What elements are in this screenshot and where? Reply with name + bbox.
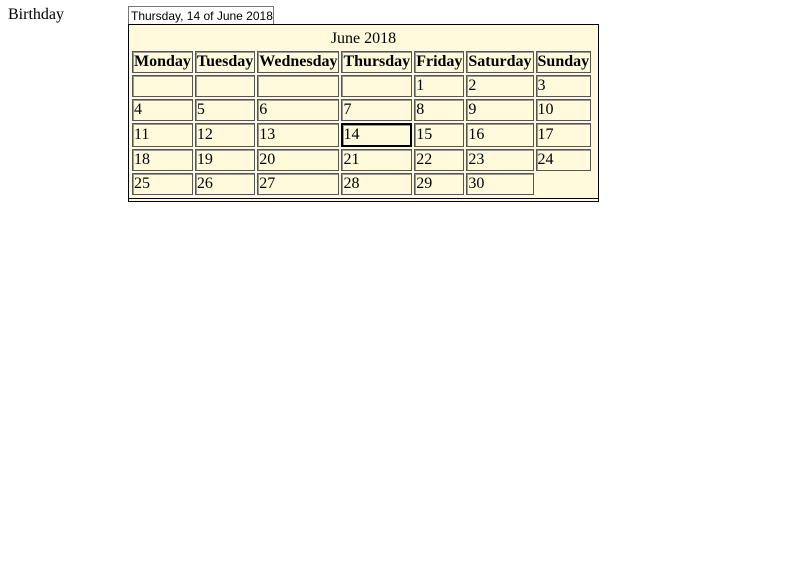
calendar-day-cell[interactable]: 22: [414, 149, 464, 171]
calendar-day-cell[interactable]: 6: [257, 99, 339, 121]
calendar-day-cell[interactable]: 27: [257, 173, 339, 195]
calendar-day-cell[interactable]: 1: [414, 75, 464, 97]
calendar-grid: [130, 49, 593, 197]
calendar-day-cell[interactable]: 26: [195, 173, 255, 195]
calendar-day-cell[interactable]: 19: [195, 149, 255, 171]
calendar-day-cell[interactable]: 18: [132, 149, 193, 171]
weekday-header: Sunday: [536, 51, 592, 73]
calendar-month-title: June 2018: [330, 30, 397, 47]
calendar-day-cell[interactable]: 9: [466, 99, 533, 121]
calendar-day-cell[interactable]: 8: [414, 99, 464, 121]
weekday-header: Wednesday: [257, 51, 339, 73]
calendar-week-row: [132, 123, 591, 147]
calendar-day-cell[interactable]: 21: [341, 149, 412, 171]
calendar-day-cell[interactable]: 4: [132, 99, 193, 121]
calendar-day-cell[interactable]: 25: [132, 173, 193, 195]
calendar-day-cell[interactable]: 12: [195, 123, 255, 147]
calendar-week-row: [132, 99, 591, 121]
calendar-day-cell[interactable]: 28: [341, 173, 412, 195]
calendar-week-row: [132, 149, 591, 171]
weekday-header: Tuesday: [195, 51, 255, 73]
weekday-header: Saturday: [466, 51, 533, 73]
calendar-day-cell[interactable]: 23: [466, 149, 533, 171]
calendar-day-cell[interactable]: 7: [341, 99, 412, 121]
calendar-day-cell[interactable]: 5: [195, 99, 255, 121]
calendar-day-cell[interactable]: 16: [466, 123, 533, 147]
calendar-week-row: [132, 75, 591, 97]
calendar-day-cell[interactable]: 15: [414, 123, 464, 147]
calendar-day-cell[interactable]: 13: [257, 123, 339, 147]
birthday-label: Birthday: [8, 6, 64, 23]
calendar-day-cell[interactable]: 20: [257, 149, 339, 171]
birthday-date-input[interactable]: Thursday, 14 of June 2018: [128, 6, 274, 26]
weekday-header: Thursday: [341, 51, 412, 73]
calendar-bottom-divider: [129, 198, 598, 199]
calendar-blank-day-cell: [195, 75, 255, 97]
calendar-day-cell[interactable]: 11: [132, 123, 193, 147]
calendar-day-cell[interactable]: 24: [536, 149, 592, 171]
calendar-empty-slot: [536, 173, 592, 195]
weekday-header: Friday: [414, 51, 464, 73]
calendar-day-cell[interactable]: 10: [536, 99, 592, 121]
calendar-day-cell[interactable]: 3: [536, 75, 592, 97]
weekday-header: Monday: [132, 51, 193, 73]
calendar-day-cell[interactable]: 30: [466, 173, 533, 195]
calendar-blank-day-cell: [132, 75, 193, 97]
weekday-header-row: [132, 51, 591, 73]
calendar-popup: [128, 24, 599, 202]
calendar-week-row: [132, 173, 591, 195]
calendar-day-cell[interactable]: 17: [536, 123, 592, 147]
calendar-day-cell[interactable]: 2: [466, 75, 533, 97]
calendar-day-cell-selected[interactable]: 14: [341, 123, 412, 147]
calendar-blank-day-cell: [257, 75, 339, 97]
calendar-blank-day-cell: [341, 75, 412, 97]
calendar-day-cell[interactable]: 29: [414, 173, 464, 195]
